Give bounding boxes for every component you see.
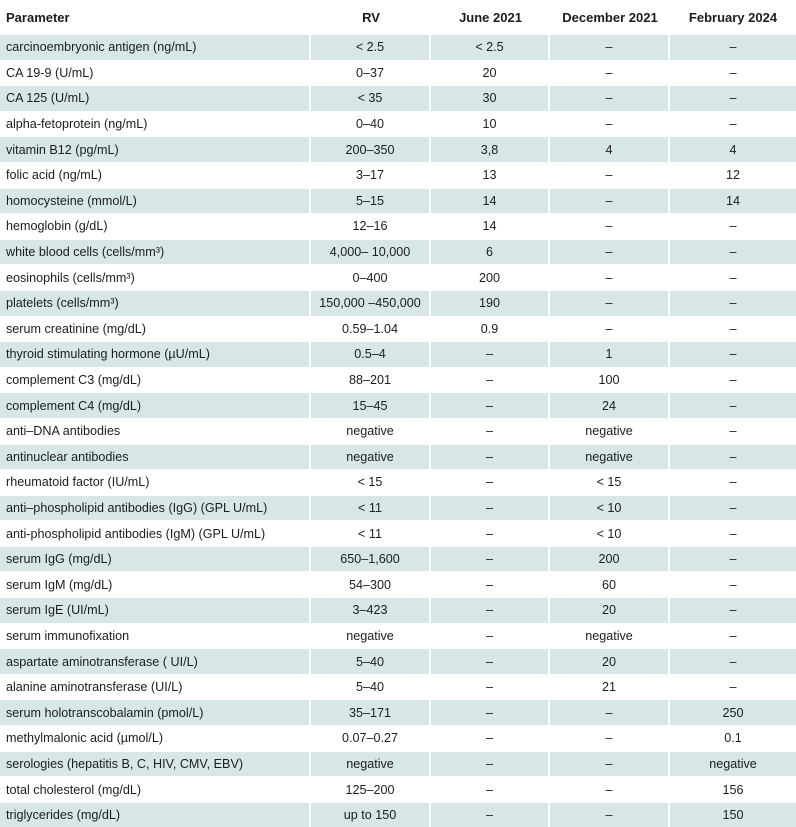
table-row [0, 469, 796, 495]
parameter-cell: folic acid (ng/mL) [0, 162, 311, 188]
june-2021-cell: 14 [431, 213, 550, 239]
december-2021-cell: 60 [550, 571, 670, 597]
june-2021-cell: – [431, 444, 550, 470]
table-row [0, 60, 796, 86]
december-2021-cell: negative [550, 623, 670, 649]
header-december-2021: December 2021 [562, 9, 658, 25]
rv-cell: < 11 [311, 495, 431, 521]
table-row [0, 111, 796, 137]
parameter-cell: anti–phospholipid antibodies (IgG) (GPL U/mL) [0, 495, 311, 521]
february-2024-cell: 150 [670, 802, 796, 827]
february-2024-cell: – [670, 546, 796, 572]
june-2021-cell: – [431, 469, 550, 495]
table-body [0, 34, 796, 827]
december-2021-cell: < 15 [550, 469, 670, 495]
december-2021-cell: – [550, 316, 670, 342]
parameter-cell: methylmalonic acid (µmol/L) [0, 725, 311, 751]
table-row [0, 162, 796, 188]
june-2021-cell: 30 [431, 85, 550, 111]
rv-cell: 200–350 [311, 136, 431, 162]
february-2024-cell: – [670, 290, 796, 316]
december-2021-cell: – [550, 264, 670, 290]
december-2021-cell: 1 [550, 341, 670, 367]
parameter-cell: serologies (hepatitis B, C, HIV, CMV, EBV) [0, 751, 311, 777]
parameter-cell: eosinophils (cells/mm³) [0, 264, 311, 290]
june-2021-cell: – [431, 367, 550, 393]
parameter-cell: total cholesterol (mg/dL) [0, 776, 311, 802]
december-2021-cell: negative [550, 444, 670, 470]
parameter-cell: serum creatinine (mg/dL) [0, 316, 311, 342]
parameter-cell: serum IgM (mg/dL) [0, 571, 311, 597]
june-2021-cell: 14 [431, 188, 550, 214]
june-2021-cell: – [431, 699, 550, 725]
parameter-cell: serum immunofixation [0, 623, 311, 649]
rv-cell: 0–37 [311, 60, 431, 86]
june-2021-cell: 190 [431, 290, 550, 316]
table-row [0, 188, 796, 214]
december-2021-cell: – [550, 60, 670, 86]
table-row [0, 239, 796, 265]
header-row [0, 0, 796, 34]
june-2021-cell: – [431, 520, 550, 546]
parameter-cell: rheumatoid factor (IU/mL) [0, 469, 311, 495]
december-2021-cell: – [550, 111, 670, 137]
table-row [0, 136, 796, 162]
rv-cell: negative [311, 751, 431, 777]
february-2024-cell: – [670, 60, 796, 86]
december-2021-cell: < 10 [550, 520, 670, 546]
parameter-cell: complement C3 (mg/dL) [0, 367, 311, 393]
december-2021-cell: – [550, 188, 670, 214]
rv-cell: < 11 [311, 520, 431, 546]
february-2024-cell: – [670, 648, 796, 674]
february-2024-cell: – [670, 264, 796, 290]
february-2024-cell: – [670, 444, 796, 470]
december-2021-cell: – [550, 725, 670, 751]
table-row [0, 546, 796, 572]
june-2021-cell: – [431, 674, 550, 700]
february-2024-cell: – [670, 111, 796, 137]
rv-cell: 0–40 [311, 111, 431, 137]
february-2024-cell: – [670, 674, 796, 700]
table-row [0, 85, 796, 111]
header-rv: RV [362, 9, 380, 25]
february-2024-cell: 250 [670, 699, 796, 725]
rv-cell: 5–15 [311, 188, 431, 214]
rv-cell: 5–40 [311, 674, 431, 700]
february-2024-cell: – [670, 316, 796, 342]
rv-cell: 5–40 [311, 648, 431, 674]
december-2021-cell: – [550, 239, 670, 265]
february-2024-cell: 4 [670, 136, 796, 162]
rv-cell: up to 150 [311, 802, 431, 827]
december-2021-cell: – [550, 290, 670, 316]
rv-cell: 88–201 [311, 367, 431, 393]
june-2021-cell: 20 [431, 60, 550, 86]
rv-cell: negative [311, 623, 431, 649]
parameter-cell: thyroid stimulating hormone (µU/mL) [0, 341, 311, 367]
june-2021-cell: – [431, 725, 550, 751]
june-2021-cell: – [431, 418, 550, 444]
table-row [0, 571, 796, 597]
parameter-cell: alpha-fetoprotein (ng/mL) [0, 111, 311, 137]
table-row [0, 392, 796, 418]
rv-cell: 125–200 [311, 776, 431, 802]
table-row [0, 520, 796, 546]
december-2021-cell: 100 [550, 367, 670, 393]
header-parameter: Parameter [6, 9, 70, 25]
december-2021-cell: 200 [550, 546, 670, 572]
table-row [0, 213, 796, 239]
table-row [0, 495, 796, 521]
december-2021-cell: – [550, 802, 670, 827]
june-2021-cell: 3,8 [431, 136, 550, 162]
february-2024-cell: – [670, 520, 796, 546]
february-2024-cell: – [670, 469, 796, 495]
december-2021-cell: – [550, 699, 670, 725]
table-row [0, 648, 796, 674]
february-2024-cell: – [670, 418, 796, 444]
table-row [0, 725, 796, 751]
rv-cell: 4,000– 10,000 [311, 239, 431, 265]
june-2021-cell: 0.9 [431, 316, 550, 342]
december-2021-cell: – [550, 213, 670, 239]
february-2024-cell: 0.1 [670, 725, 796, 751]
table-row [0, 290, 796, 316]
december-2021-cell: 20 [550, 597, 670, 623]
parameter-cell: hemoglobin (g/dL) [0, 213, 311, 239]
rv-cell: 150,000 –450,000 [311, 290, 431, 316]
december-2021-cell: – [550, 85, 670, 111]
february-2024-cell: – [670, 623, 796, 649]
parameter-cell: carcinoembryonic antigen (ng/mL) [0, 34, 311, 60]
june-2021-cell: – [431, 597, 550, 623]
february-2024-cell: – [670, 571, 796, 597]
parameter-cell: triglycerides (mg/dL) [0, 802, 311, 827]
february-2024-cell: – [670, 341, 796, 367]
rv-cell: 0.07–0.27 [311, 725, 431, 751]
parameter-cell: anti–DNA antibodies [0, 418, 311, 444]
table-row [0, 674, 796, 700]
december-2021-cell: – [550, 776, 670, 802]
february-2024-cell: negative [670, 751, 796, 777]
december-2021-cell: 24 [550, 392, 670, 418]
rv-cell: 0–400 [311, 264, 431, 290]
february-2024-cell: 156 [670, 776, 796, 802]
parameter-cell: CA 19-9 (U/mL) [0, 60, 311, 86]
header-june-2021: June 2021 [459, 9, 522, 25]
parameter-cell: aspartate aminotransferase ( UI/L) [0, 648, 311, 674]
december-2021-cell: < 10 [550, 495, 670, 521]
rv-cell: 3–17 [311, 162, 431, 188]
february-2024-cell: – [670, 367, 796, 393]
table-row [0, 776, 796, 802]
rv-cell: 15–45 [311, 392, 431, 418]
june-2021-cell: 13 [431, 162, 550, 188]
table-row [0, 316, 796, 342]
june-2021-cell: 6 [431, 239, 550, 265]
table-header [0, 0, 796, 34]
parameter-cell: white blood cells (cells/mm³) [0, 239, 311, 265]
parameter-cell: CA 125 (U/mL) [0, 85, 311, 111]
parameter-cell: antinuclear antibodies [0, 444, 311, 470]
june-2021-cell: – [431, 751, 550, 777]
june-2021-cell: – [431, 495, 550, 521]
rv-cell: 0.5–4 [311, 341, 431, 367]
rv-cell: 35–171 [311, 699, 431, 725]
rv-cell: negative [311, 444, 431, 470]
parameter-cell: vitamin B12 (pg/mL) [0, 136, 311, 162]
february-2024-cell: – [670, 392, 796, 418]
parameter-cell: serum IgE (UI/mL) [0, 597, 311, 623]
december-2021-cell: – [550, 751, 670, 777]
table-row [0, 34, 796, 60]
december-2021-cell: 21 [550, 674, 670, 700]
parameter-cell: serum IgG (mg/dL) [0, 546, 311, 572]
december-2021-cell: – [550, 34, 670, 60]
table-row [0, 444, 796, 470]
parameter-cell: complement C4 (mg/dL) [0, 392, 311, 418]
june-2021-cell: – [431, 776, 550, 802]
june-2021-cell: – [431, 571, 550, 597]
december-2021-cell: – [550, 162, 670, 188]
parameter-cell: platelets (cells/mm³) [0, 290, 311, 316]
june-2021-cell: – [431, 802, 550, 827]
rv-cell: 12–16 [311, 213, 431, 239]
june-2021-cell: 200 [431, 264, 550, 290]
table-row [0, 367, 796, 393]
february-2024-cell: – [670, 213, 796, 239]
table-row [0, 597, 796, 623]
february-2024-cell: 14 [670, 188, 796, 214]
header-february-2024: February 2024 [688, 9, 778, 25]
february-2024-cell: – [670, 597, 796, 623]
table-row [0, 751, 796, 777]
table-row [0, 802, 796, 827]
february-2024-cell: 12 [670, 162, 796, 188]
parameter-cell: anti-phospholipid antibodies (IgM) (GPL U/mL) [0, 520, 311, 546]
june-2021-cell: – [431, 546, 550, 572]
rv-cell: < 2.5 [311, 34, 431, 60]
table-row [0, 418, 796, 444]
february-2024-cell: – [670, 34, 796, 60]
rv-cell: negative [311, 418, 431, 444]
december-2021-cell: 20 [550, 648, 670, 674]
june-2021-cell: – [431, 623, 550, 649]
june-2021-cell: 10 [431, 111, 550, 137]
june-2021-cell: – [431, 648, 550, 674]
table-row [0, 623, 796, 649]
parameter-cell: serum holotranscobalamin (pmol/L) [0, 699, 311, 725]
june-2021-cell: < 2.5 [431, 34, 550, 60]
rv-cell: 0.59–1.04 [311, 316, 431, 342]
parameter-cell: homocysteine (mmol/L) [0, 188, 311, 214]
december-2021-cell: 4 [550, 136, 670, 162]
rv-cell: 650–1,600 [311, 546, 431, 572]
rv-cell: 54–300 [311, 571, 431, 597]
june-2021-cell: – [431, 392, 550, 418]
rv-cell: < 35 [311, 85, 431, 111]
parameter-cell: alanine aminotransferase (UI/L) [0, 674, 311, 700]
rv-cell: < 15 [311, 469, 431, 495]
february-2024-cell: – [670, 495, 796, 521]
february-2024-cell: – [670, 239, 796, 265]
table-row [0, 264, 796, 290]
february-2024-cell: – [670, 85, 796, 111]
june-2021-cell: – [431, 341, 550, 367]
december-2021-cell: negative [550, 418, 670, 444]
table-row [0, 341, 796, 367]
table-row [0, 699, 796, 725]
rv-cell: 3–423 [311, 597, 431, 623]
